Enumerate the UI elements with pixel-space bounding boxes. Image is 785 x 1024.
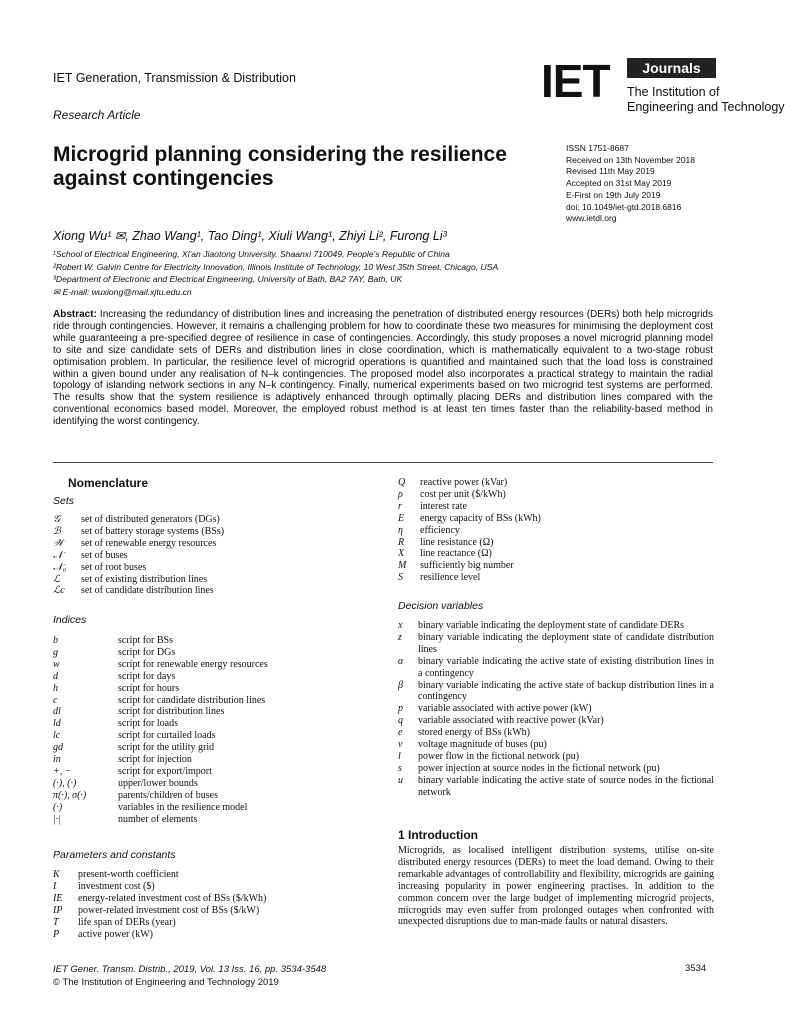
nomenclature-entry (398, 739, 714, 751)
iet-logo-mark: IET (541, 55, 610, 107)
entry-symbol: M (398, 560, 407, 572)
entry-symbol: ℒc (53, 585, 65, 597)
parameters-heading: Parameters and constants (53, 849, 176, 861)
entry-symbol: q (398, 715, 403, 727)
nomenclature-entry (53, 683, 373, 695)
nomenclature-entry (53, 905, 373, 917)
nomenclature-entry (53, 730, 373, 742)
entry-symbol: E (398, 512, 405, 524)
entry-description: number of elements (118, 813, 198, 825)
nomenclature-entry (398, 715, 714, 727)
entry-description: parents/children of buses (118, 789, 218, 801)
revised-date: Revised 11th May 2019 (566, 166, 655, 177)
indices-heading: Indices (53, 614, 87, 626)
entry-description: investment cost ($) (78, 880, 155, 892)
iet-journals-logo (541, 55, 785, 120)
nomenclature-entry (53, 585, 373, 597)
nomenclature-entry (398, 632, 714, 656)
nomenclature-entry (53, 514, 373, 526)
nomenclature-entry (398, 775, 714, 799)
entry-description: script for days (118, 670, 176, 682)
entry-description: set of candidate distribution lines (81, 585, 214, 597)
entry-description: set of distributed generators (DGs) (81, 514, 220, 525)
entry-description: reactive power (kVar) (420, 477, 508, 488)
entry-description: cost per unit ($/kWh) (420, 488, 506, 500)
entry-symbol: α (398, 655, 404, 667)
entry-symbol: β (398, 679, 403, 691)
entry-description: script for the utility grid (118, 742, 215, 754)
nomenclature-entry (398, 620, 714, 632)
nomenclature-entry (53, 562, 373, 574)
entry-description: binary variable indicating the deployment state of candidate distribution lines (418, 631, 714, 655)
entry-symbol: b (53, 635, 58, 646)
entry-description: binary variable indicating the deployment state of candidate DERs (418, 620, 685, 631)
article-title: Microgrid planning considering the resilience against contingencies (53, 143, 507, 190)
nomenclature-entry (53, 526, 373, 538)
nomenclature-entry (53, 538, 373, 550)
journal-name: IET Generation, Transmission & Distribution (53, 71, 296, 85)
nomenclature-entry (53, 929, 373, 941)
entry-description: script for DGs (118, 646, 176, 658)
nomenclature-entry (398, 525, 716, 537)
entry-symbol: P (53, 928, 60, 940)
section-divider (53, 462, 713, 463)
entry-description: upper/lower bounds (118, 777, 198, 789)
nomenclature-entry (53, 742, 373, 754)
entry-description: script for loads (118, 718, 178, 730)
entry-description: resilience level (420, 572, 481, 584)
entry-symbol: r (398, 500, 402, 512)
entry-description: variable associated with active power (kW) (418, 703, 592, 715)
sets-list (53, 514, 373, 597)
article-type: Research Article (53, 108, 141, 122)
entry-symbol: h (53, 682, 58, 694)
nomenclature-entry (53, 706, 373, 718)
entry-description: script for injection (118, 754, 192, 766)
footer (53, 963, 326, 989)
entry-description: voltage magnitude of buses (pu) (418, 739, 547, 751)
nomenclature-entry (53, 635, 373, 647)
nomenclature-entry (398, 656, 714, 680)
entry-description: line resistance (Ω) (420, 536, 494, 548)
introduction-heading: 1 Introduction (398, 828, 478, 842)
nomenclature-entry (398, 560, 716, 572)
nomenclature-entry (398, 572, 716, 584)
entry-symbol: +, − (53, 765, 72, 777)
entry-description: power injection at source nodes in the fictional network (pu) (418, 762, 660, 774)
entry-description: interest rate (420, 500, 467, 512)
nomenclature-entry (53, 893, 373, 905)
entry-description: set of buses (81, 549, 128, 561)
nomenclature-entry (53, 869, 373, 881)
entry-description: variables in the resilience model (118, 801, 248, 813)
nomenclature-entry (53, 802, 373, 814)
entry-symbol: (·) (53, 801, 63, 813)
nomenclature-entry (53, 790, 373, 802)
nomenclature-entry (53, 659, 373, 671)
entry-symbol: |·| (53, 813, 61, 825)
nomenclature-entry (398, 680, 714, 704)
entry-symbol: gd (53, 742, 63, 754)
journals-label: Journals (627, 58, 716, 78)
nomenclature-entry (53, 917, 373, 929)
entry-description: set of existing distribution lines (81, 573, 208, 585)
nomenclature-entry (53, 574, 373, 586)
accepted-date: Accepted on 31st May 2019 (566, 178, 672, 189)
contact-email[interactable]: ✉ E-mail: wuxiong@mail.xjtu.edu.cn (53, 286, 192, 297)
entry-symbol: dl (53, 706, 61, 718)
entry-symbol: z (398, 631, 402, 643)
affiliation-3: ³Department of Electronic and Electrical Engineering, University of Bath, BA2 7AY, Bath, UK (53, 274, 403, 284)
entry-description: set of root buses (81, 561, 147, 573)
nomenclature-entry (398, 727, 714, 739)
entry-symbol: X (398, 548, 405, 560)
entry-symbol: ℬ (53, 525, 61, 537)
entry-symbol: K (53, 869, 60, 880)
nomenclature-entry (53, 814, 373, 826)
abstract (53, 309, 713, 428)
entry-description: power-related investment cost of BSs ($/kW) (78, 904, 260, 916)
parameters-list (53, 869, 373, 940)
nomenclature-entry (398, 548, 716, 560)
entry-symbol: 𝒩 (53, 549, 63, 561)
entry-description: line reactance (Ω) (420, 548, 492, 560)
nomenclature-entry (53, 550, 373, 562)
nomenclature-entry (53, 778, 373, 790)
entry-description: script for distribution lines (118, 706, 225, 718)
entry-symbol: IE (53, 892, 63, 904)
entry-symbol: in (53, 754, 61, 766)
entry-description: life span of DERs (year) (78, 916, 176, 928)
entry-description: energy-related investment cost of BSs ($/kWh) (78, 892, 267, 904)
entry-description: script for hours (118, 682, 180, 694)
entry-symbol: e (398, 727, 403, 739)
entry-description: script for BSs (118, 635, 173, 646)
nomenclature-entry (398, 477, 716, 489)
entry-description: variable associated with reactive power (kVar) (418, 715, 604, 727)
entry-symbol: (·), (·) (53, 777, 77, 789)
author-list: Xiong Wu¹ ✉, Zhao Wang¹, Tao Ding¹, Xiuli Wang¹, Zhiyi Li², Furong Li³ (53, 229, 447, 243)
decision-variables-list (398, 620, 714, 799)
copyright: © The Institution of Engineering and Technology 2019 (53, 977, 279, 988)
entry-symbol: 𝒢 (53, 514, 61, 525)
affiliation-2: ²Robert W. Galvin Centre for Electricity Innovation, Illinois Institute of Technology, 10 West 35th Street, Chicago, USA (53, 261, 499, 272)
introduction-text: Microgrids, as localised intelligent distribution systems, utilise on-site distributed energy resources (DERs) to meet the load demand. Owing to their remarkable advantages of controllability and flexibility, microgrids are gaining increasing popularity in power engineering practises. In addition to the common concern over the large budget of implementing microgrid projects, microgrids may even suffer from prolonged outages when confronted with unexpected disruptions due to man-made faults or natural disasters. (398, 845, 714, 928)
entry-symbol: s (398, 762, 402, 774)
entry-symbol: R (398, 536, 405, 548)
entry-symbol: g (53, 646, 58, 658)
entry-symbol: Q (398, 477, 406, 488)
nomenclature-entry (53, 695, 373, 707)
entry-description: binary variable indicating the active state of source nodes in the fictional network (418, 774, 714, 798)
entry-description: active power (kW) (78, 928, 153, 940)
indices-list (53, 635, 373, 826)
nomenclature-entry (53, 766, 373, 778)
entry-symbol: u (398, 774, 403, 786)
nomenclature-entry (53, 671, 373, 683)
nomenclature-entry (53, 881, 373, 893)
abstract-label: Abstract: (53, 309, 97, 320)
sets-heading: Sets (53, 495, 75, 507)
entry-symbol: I (53, 880, 57, 892)
citation: IET Gener. Transm. Distrib., 2019, Vol. 13 Iss. 16, pp. 3534-3548 (53, 964, 327, 975)
nomenclature-entry (53, 647, 373, 659)
nomenclature-entry (53, 754, 373, 766)
entry-description: binary variable indicating the active state of backup distribution lines in a contingency (418, 679, 714, 703)
affiliations (53, 248, 498, 298)
nomenclature-entry (398, 501, 716, 513)
decision-variables-heading: Decision variables (398, 600, 484, 612)
entry-description: stored energy of BSs (kWh) (418, 727, 531, 739)
entry-symbol: x (398, 620, 403, 631)
entry-description: present-worth coefficient (78, 869, 179, 880)
entry-symbol: 𝒲 (53, 537, 64, 549)
entry-symbol: 𝒩₀ (53, 561, 67, 573)
nomenclature-entry (398, 763, 714, 775)
entry-description: script for export/import (118, 765, 212, 777)
entry-description: script for curtailed loads (118, 730, 216, 742)
parameters-list-continued (398, 477, 716, 584)
nomenclature-entry (398, 751, 714, 763)
entry-description: set of renewable energy resources (81, 537, 217, 549)
entry-symbol: p (398, 703, 403, 715)
entry-symbol: d (53, 670, 58, 682)
entry-symbol: v (398, 739, 403, 751)
nomenclature-entry (53, 718, 373, 730)
entry-symbol: l (398, 750, 401, 762)
issn: ISSN 1751-8687 (566, 143, 629, 153)
entry-description: sufficiently big number (420, 560, 514, 572)
nomenclature-entry (398, 489, 716, 501)
entry-symbol: η (398, 524, 403, 536)
entry-symbol: w (53, 658, 60, 670)
page-number: 3534 (685, 963, 707, 974)
abstract-text: Increasing the redundancy of distribution lines and increasing the penetration of distributed energy resources (DERs) both help microgrids ride through contingencies. However, it remains a challenging problem for how to coordinate these two measures for minimising the deployment cost while guaranteeing a pre-specified degree of resilience in case of contingencies. Accordingly, this study proposes a novel microgrid planning model to site and size candidate sets of DERs and distribution lines in close coordination, which is mathematically equivalent to a two-stage robust optimisation problem. In particular, the resilience level of microgrid operations is quantified and maintained such that the load loss is constrained within a given bound under any realisation of N–k contingencies. The proposed model also incorporates a practical strategy to maintain the radial topology of islanding network sections in any N–k contingency. Finally, numerical experiments based on two microgrid test systems are performed. The results show that the system resilience is adaptively enhanced through optimally placing DERs and distribution lines compared with the conventional economics based model. Moreover, the employed robust method is at least ten times faster than the reliability-based method in identifying the worst contingency. (53, 309, 713, 428)
article-meta (566, 143, 695, 225)
entry-symbol: ld (53, 718, 61, 730)
entry-description: set of battery storage systems (BSs) (81, 525, 225, 537)
entry-symbol: S (398, 572, 403, 584)
nomenclature-heading: Nomenclature (68, 476, 149, 490)
entry-symbol: IP (53, 904, 63, 916)
nomenclature-entry (398, 537, 716, 549)
entry-symbol: T (53, 916, 59, 928)
entry-symbol: ρ (398, 488, 403, 500)
entry-description: binary variable indicating the active state of existing distribution lines in a contingency (418, 655, 714, 679)
entry-symbol: π(·), σ(·) (53, 789, 87, 801)
nomenclature-entry (398, 513, 716, 525)
entry-symbol: lc (53, 730, 61, 742)
entry-symbol: ℒ (53, 573, 61, 585)
entry-description: script for candidate distribution lines (118, 694, 266, 706)
entry-description: power flow in the fictional network (pu) (418, 750, 580, 762)
website-link[interactable]: www.ietdl.org (566, 213, 617, 224)
institution-name: The Institution of Engineering and Technology (627, 85, 785, 114)
nomenclature-entry (398, 703, 714, 715)
efirst-date: E-First on 19th July 2019 (566, 189, 661, 200)
doi-link[interactable]: doi: 10.1049/iet-gtd.2018.6816 (566, 201, 682, 212)
entry-description: script for renewable energy resources (118, 658, 268, 670)
entry-description: efficiency (420, 524, 460, 536)
entry-symbol: c (53, 694, 58, 706)
affiliation-1: ¹School of Electrical Engineering, Xi'an Jiaotong University, Shaanxi 710049, People's Republic of China (53, 249, 450, 259)
entry-description: energy capacity of BSs (kWh) (420, 512, 541, 524)
received-date: Received on 13th November 2018 (566, 154, 695, 165)
